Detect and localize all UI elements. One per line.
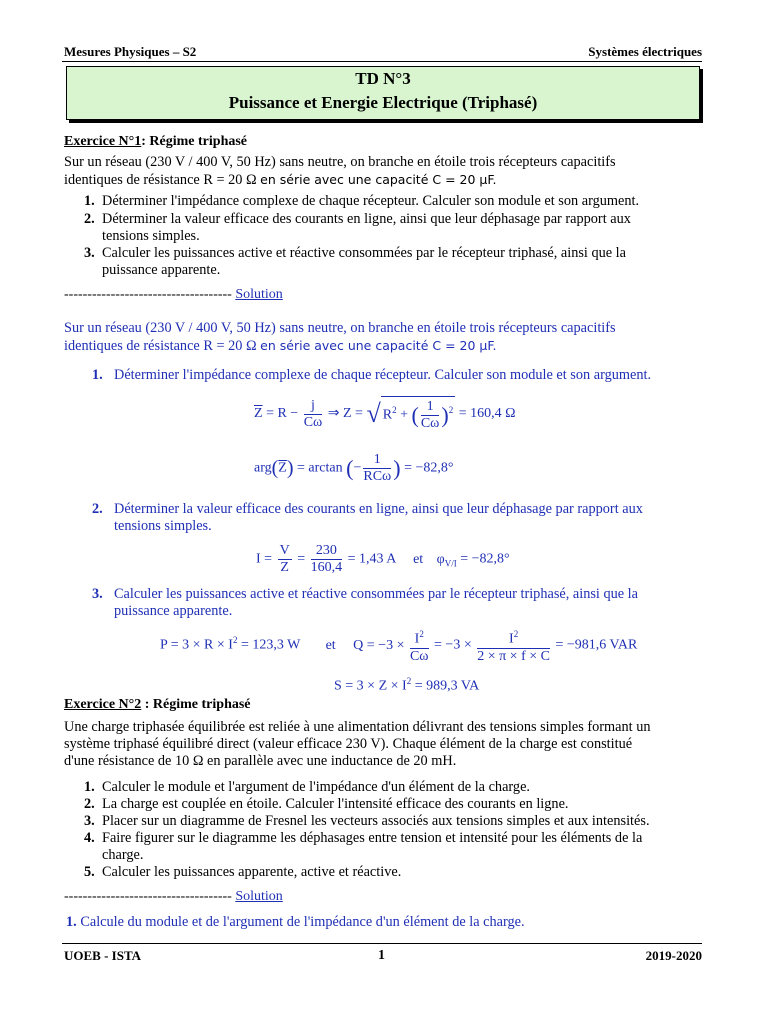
question-text: Calculer les puissances apparente, active et réactive. (102, 864, 402, 880)
eq-result: = −82,8° (404, 460, 454, 476)
frac-den: Z (280, 560, 289, 575)
solution-separator-2 (64, 889, 283, 905)
eq-result: = 123,3 W (240, 637, 301, 653)
eq-result: = −981,6 VAR (555, 637, 638, 653)
footer-right: 2019-2020 (645, 948, 702, 963)
q-expr: Q = −3 × (353, 637, 405, 653)
statement-line2b: en série avec une capacité C = 20 μF. (260, 172, 497, 187)
s-expr: S = 3 × Z × I (334, 678, 407, 694)
exponent: 2 (448, 405, 454, 416)
eq-text: = −3 × (434, 637, 472, 653)
question-number: 3. (92, 586, 103, 602)
question-text-cont: puissance apparente. (114, 602, 233, 619)
eq-text: = R − (266, 406, 299, 422)
solution1-statement (64, 320, 702, 355)
eq-result: = 989,3 VA (414, 678, 480, 694)
r-symbol: R (382, 407, 393, 423)
equation-impedance (254, 396, 516, 432)
separator-dashes: ------------------------------------ (64, 889, 232, 904)
eq-text: = (297, 551, 306, 567)
statement-line3: d'une résistance de 10 Ω en parallèle avec une inductance de 20 mH. (64, 753, 457, 769)
question-number: 1. (66, 914, 77, 930)
question-text: Calculer le module et l'argument de l'impédance d'un élément de la charge. (102, 779, 530, 795)
minus: − (353, 460, 362, 476)
equation-argument: $arg(\overline{Z}) = \arctan$ (− $\frac{1}{\text{RCω}}$ ) = −82,8° (254, 452, 454, 484)
question-number: 1. (84, 193, 95, 209)
question-text: Calculer les puissances active et réactive consommées par le récepteur triphasé, ainsi que la (102, 245, 626, 261)
frac-den: Cω (303, 414, 323, 430)
statement-line2a: identiques de résistance R = 20 Ω (64, 338, 261, 354)
question-text: Déterminer la valeur efficace des courants en ligne, ainsi que leur déphasage par rapport aux (102, 211, 631, 227)
question-text-cont: charge. (102, 846, 144, 863)
question-text-cont: tensions simples. (114, 517, 212, 534)
frac-num: 1 (363, 452, 391, 469)
separator-dashes: ------------------------------------ (64, 287, 232, 302)
header-rule (62, 61, 702, 62)
exponent: 2 (232, 634, 238, 645)
frac-den: 2 × π × f × C (477, 648, 550, 664)
z-symbol: $\overline{Z}$ (278, 460, 287, 476)
exercise2-statement (64, 719, 702, 770)
frac-num: I (414, 631, 420, 647)
question-number: 4. (84, 830, 95, 846)
equation-powers (160, 626, 637, 665)
solution-link[interactable]: Solution (235, 889, 283, 904)
footer-rule (62, 943, 702, 944)
question-text: Placer sur un diagramme de Fresnel les vecteurs associés aux tensions simples et aux intensités. (102, 813, 650, 829)
title-box (66, 66, 700, 120)
frac-num: 1 (421, 399, 440, 416)
question-text: Déterminer l'impédance complexe de chaque récepteur. Calculer son module et son argument. (102, 193, 640, 209)
exercise1-statement (64, 154, 702, 189)
question-text: Déterminer la valeur efficace des courants en ligne, ainsi que leur déphasage par rapport aux (114, 501, 643, 517)
sqrt-sign: √ (366, 399, 381, 428)
exercise1-title (64, 134, 247, 150)
question-number: 2. (84, 211, 95, 227)
header-right: Systèmes électriques (588, 44, 702, 59)
question-number: 5. (84, 864, 95, 880)
footer-left: UOEB - ISTA (64, 948, 142, 963)
question-number: 1. (84, 779, 95, 795)
question-text: Calculer les puissances active et réactive consommées par le récepteur triphasé, ainsi que la (114, 586, 638, 602)
frac-den: Cω (420, 416, 440, 431)
solution-link[interactable]: Solution (235, 287, 283, 302)
frac-den: 160,4 (310, 560, 343, 575)
header-left: Mesures Physiques – S2 (64, 44, 197, 59)
question-text: Calcule du module et de l'argument de l'impédance d'un élément de la charge. (80, 914, 525, 930)
statement-line1: Une charge triphasée équilibrée est reliée à une alimentation délivrant des tensions simples formant un (64, 719, 651, 735)
solution-separator-1 (64, 287, 283, 303)
exponent: 2 (392, 405, 397, 416)
frac-num: I (509, 631, 514, 647)
question-number: 2. (84, 796, 95, 812)
exponent: 2 (513, 629, 519, 639)
question-number: 3. (84, 813, 95, 829)
statement-line2a: identiques de résistance R = 20 Ω (64, 172, 261, 188)
equation-current (256, 543, 510, 576)
eq-text: ⇒ Z = (327, 406, 363, 422)
question-number: 2. (92, 501, 103, 517)
frac-num: V (279, 543, 290, 558)
equation-apparent-power (334, 676, 479, 695)
plus: + (400, 407, 408, 423)
statement-line1: Sur un réseau (230 V / 400 V, 50 Hz) sans neutre, on branche en étoile trois récepteurs capacitifs (64, 154, 616, 170)
eq-result: = 160,4 Ω (458, 406, 516, 422)
frac-den: RCω (363, 469, 392, 484)
question-text-cont: tensions simples. (102, 227, 200, 244)
i-symbol: I = (256, 551, 273, 567)
question-text: La charge est couplée en étoile. Calculer l'intensité efficace des courants en ligne. (102, 796, 569, 812)
statement-line2: système triphasé équilibré direct (valeur efficace 230 V). Chaque élément de la charge est constitué (64, 736, 633, 752)
exponent: 2 (406, 676, 412, 686)
eq-result: = −82,8° (460, 551, 510, 567)
title-line1: TD N°3 (355, 69, 411, 88)
frac-den: Cω (409, 648, 429, 664)
exercise2-title (64, 697, 251, 713)
exercise1-label: Exercice N°1 (64, 134, 142, 149)
et-text: et (325, 637, 336, 653)
exponent: 2 (419, 629, 424, 639)
page-number: 1 (378, 948, 385, 963)
et-text: et (413, 551, 424, 567)
exercise1-subtitle: : Régime triphasé (141, 134, 248, 149)
exercise2-label: Exercice N°2 (64, 697, 142, 712)
sqrt-body: $R^2$ + ( $\frac{1}{C\omega}$ )$^2$ (381, 396, 455, 432)
arg-text: arg (254, 460, 272, 476)
eq-result: = 1,43 A (347, 551, 396, 567)
question-number: 1. (92, 367, 103, 383)
frac-num: j (304, 398, 323, 415)
phi-symbol: φ (436, 551, 445, 567)
sol2-question-1 (66, 914, 525, 931)
statement-line2b: en série avec une capacité C = 20 μF. (260, 338, 497, 353)
phi-subscript: V/I (444, 558, 457, 569)
title-line2: Puissance et Energie Electrique (Triphasé) (228, 93, 538, 112)
p-expr: P = 3 × R × I (160, 637, 233, 653)
statement-line1: Sur un réseau (230 V / 400 V, 50 Hz) sans neutre, on branche en étoile trois récepteurs capacitifs (64, 320, 616, 336)
question-text: Faire figurer sur le diagramme les déphasages entre tension et intensité pour les éléments de la (102, 830, 643, 846)
z-symbol: $\overline{Z}$ (254, 406, 263, 422)
question-number: 3. (84, 245, 95, 261)
question-text: Déterminer l'impédance complexe de chaque récepteur. Calculer son module et son argument. (114, 367, 652, 383)
frac-num: 230 (311, 543, 343, 560)
exercise2-subtitle: : Régime triphasé (141, 697, 251, 712)
eq-text: = arctan (297, 460, 343, 476)
question-text-cont: puissance apparente. (102, 261, 221, 278)
